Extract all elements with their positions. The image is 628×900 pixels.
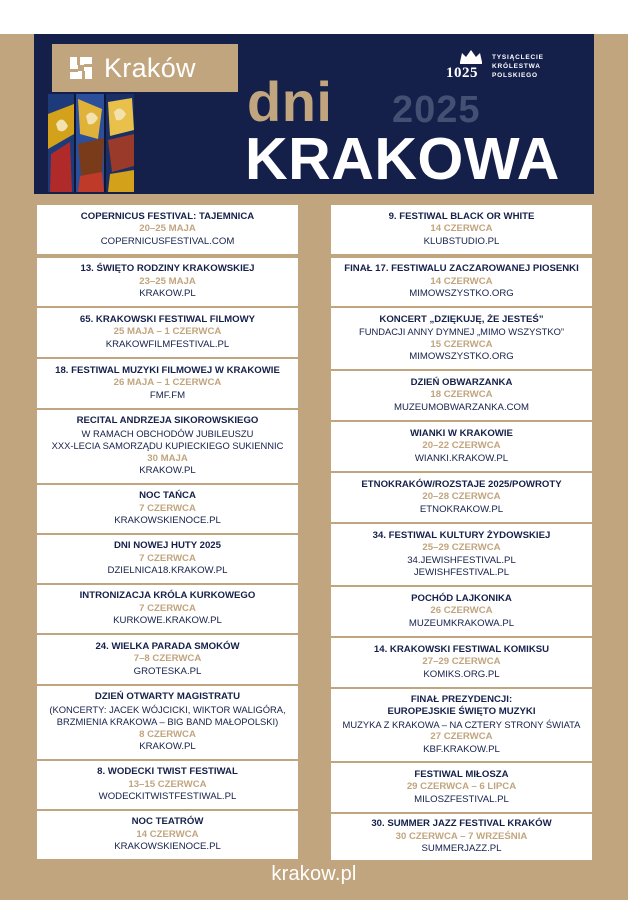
event-date: 26 CZERWCA [430, 605, 493, 617]
event-date: 13–15 CZERWCA [128, 778, 207, 790]
event-url[interactable]: JEWISHFESTIVAL.PL [413, 566, 510, 578]
event-date: 27–29 CZERWCA [422, 656, 501, 668]
event-card [37, 635, 298, 684]
event-date: 30 CZERWCA – 7 WRZEŚNIA [395, 830, 528, 842]
event-card [37, 410, 298, 483]
event-card [331, 689, 592, 761]
jubilee-line: KRÓLESTWA [492, 63, 541, 70]
event-url[interactable]: MIMOWSZYSTKO.ORG [409, 350, 514, 362]
event-date: 26 MAJA – 1 CZERWCA [113, 377, 222, 389]
event-url[interactable]: COPERNICUSFESTIVAL.COM [100, 235, 235, 247]
event-name: KONCERT „DZIĘKUJĘ, ŻE JESTEŚ” [379, 313, 544, 325]
event-description: XXX-LECIA SAMORZĄDU KUPIECKIEGO SUKIENNIC [51, 440, 284, 452]
event-url[interactable]: KURKOWE.KRAKOW.PL [113, 615, 222, 627]
event-name: EUROPEJSKIE ŚWIĘTO MUZYKI [387, 706, 536, 718]
event-name: 65. KRAKOWSKI FESTIWAL FILMOWY [79, 313, 256, 325]
event-name: FINAŁ PREZYDENCJI: [410, 693, 513, 705]
event-url[interactable]: KRAKOWFILMFESTIVAL.PL [105, 338, 230, 350]
event-card [37, 359, 298, 408]
event-card [37, 485, 298, 533]
event-card [37, 761, 298, 809]
event-name: 34. FESTIWAL KULTURY ŻYDOWSKIEJ [372, 529, 551, 541]
event-name: NOC TAŃCA [139, 490, 196, 502]
event-name: ETNOKRAKÓW/ROZSTAJE 2025/POWROTY [361, 478, 562, 490]
event-card [331, 473, 592, 522]
event-name: FESTIWAL MIŁOSZA [414, 768, 509, 780]
event-description: MUZYKA Z KRAKOWA – NA CZTERY STRONY ŚWIATA [342, 718, 581, 730]
event-name: 13. ŚWIĘTO RODZINY KRAKOWSKIEJ [80, 263, 255, 275]
event-card [331, 308, 592, 369]
event-url[interactable]: KOMIKS.ORG.PL [423, 668, 500, 680]
stained-glass-illustration [48, 94, 134, 192]
event-date: 20–22 CZERWCA [422, 440, 501, 452]
event-url[interactable]: 34.JEWISHFESTIVAL.PL [407, 554, 516, 566]
event-date: 14 CZERWCA [430, 223, 493, 235]
event-card [37, 258, 298, 306]
event-card [331, 638, 592, 687]
poster-header [34, 34, 594, 194]
event-card [37, 686, 298, 759]
event-card [331, 205, 592, 254]
event-url[interactable]: KRAKOW.PL [139, 465, 196, 477]
event-url[interactable]: KRAKOWSKIENOCE.PL [114, 841, 221, 853]
event-card [37, 205, 298, 254]
event-card [331, 763, 592, 812]
event-url[interactable]: ETNOKRAKOW.PL [419, 503, 504, 515]
event-date: 14 CZERWCA [136, 828, 199, 840]
title-krakowa: KRAKOWA [245, 126, 560, 192]
event-url[interactable]: KRAKOWSKIENOCE.PL [114, 515, 221, 527]
event-date: 23–25 MAJA [139, 275, 196, 287]
event-name: NOC TEATRÓW [131, 816, 204, 828]
event-url[interactable]: MIMOWSZYSTKO.ORG [409, 288, 514, 300]
event-card [37, 585, 298, 633]
jubilee-line: POLSKIEGO [492, 72, 538, 79]
event-name: 9. FESTIWAL BLACK OR WHITE [388, 210, 535, 222]
event-date: 27 CZERWCA [430, 731, 493, 743]
event-url[interactable]: GROTESKA.PL [133, 665, 202, 677]
event-url[interactable]: WODECKITWISTFESTIWAL.PL [98, 791, 237, 803]
event-name: 8. WODECKI TWIST FESTIWAL [97, 766, 238, 778]
event-date: 8 CZERWCA [139, 728, 196, 740]
title-dni: dni [247, 70, 333, 133]
event-url[interactable]: SUMMERJAZZ.PL [421, 843, 502, 855]
event-date: 25 MAJA – 1 CZERWCA [113, 326, 222, 338]
event-date: 25–29 CZERWCA [422, 542, 501, 554]
event-name: 24. WIELKA PARADA SMOKÓW [95, 640, 240, 652]
footer-url[interactable]: krakow.pl [271, 863, 357, 885]
jubilee-line: TYSIĄCLECIE [492, 54, 544, 61]
event-description: W RAMACH OBCHODÓW JUBILEUSZU [81, 427, 254, 439]
event-name: POCHÓD LAJKONIKA [411, 592, 512, 604]
event-name: DNI NOWEJ HUTY 2025 [114, 540, 221, 552]
event-url[interactable]: KRAKOW.PL [139, 288, 196, 300]
event-name: 18. FESTIWAL MUZYKI FILMOWEJ W KRAKOWIE [55, 364, 280, 376]
event-name: DZIEŃ OBWARZANKA [410, 376, 513, 388]
event-name: COPERNICUS FESTIVAL: TAJEMNICA [80, 210, 255, 222]
event-date: 7 CZERWCA [139, 552, 196, 564]
event-card [331, 258, 592, 306]
event-card [331, 587, 592, 636]
event-description: BRZMIENIA KRAKOWA – BIG BAND MAŁOPOLSKI) [56, 716, 279, 728]
event-card [37, 811, 298, 859]
event-name: 30. SUMMER JAZZ FESTIVAL KRAKÓW [371, 818, 552, 830]
event-date: 20–28 CZERWCA [422, 491, 501, 503]
event-url[interactable]: MUZEUMKRAKOWA.PL [408, 617, 515, 629]
event-date: 14 CZERWCA [430, 275, 493, 287]
event-description: (KONCERTY: JACEK WÓJCICKI, WIKTOR WALIGÓRA, [49, 703, 286, 715]
logo-text: Kraków [104, 52, 196, 83]
event-date: 7 CZERWCA [139, 602, 196, 614]
event-card [37, 308, 298, 357]
event-card [331, 422, 592, 471]
event-name: WIANKI W KRAKOWIE [410, 427, 513, 439]
crown-icon [458, 48, 484, 64]
event-url[interactable]: DZIELNICA18.KRAKOW.PL [107, 565, 228, 577]
event-date: 18 CZERWCA [430, 389, 493, 401]
event-url[interactable]: KBF.KRAKOW.PL [423, 743, 500, 755]
event-description: FUNDACJI ANNY DYMNEJ „MIMO WSZYSTKO” [358, 326, 565, 338]
event-name: DZIEŃ OTWARTY MAGISTRATU [94, 691, 241, 703]
krakow-logo-icon [69, 56, 93, 80]
event-url[interactable]: FMF.FM [149, 389, 186, 401]
title-year: 2025 [392, 89, 481, 131]
event-name: 14. KRAKOWSKI FESTIWAL KOMIKSU [373, 643, 550, 655]
event-date: 7 CZERWCA [139, 502, 196, 514]
top-white-strip [0, 0, 628, 34]
event-url[interactable]: KLUBSTUDIO.PL [423, 235, 500, 247]
event-date: 20–25 MAJA [139, 223, 196, 235]
event-card [331, 371, 592, 420]
krakow-logo [52, 44, 238, 92]
jubilee-text [492, 53, 544, 80]
event-url[interactable]: KRAKOW.PL [139, 741, 196, 753]
event-card [331, 814, 592, 860]
event-name: FINAŁ 17. FESTIWALU ZACZAROWANEJ PIOSENKI [344, 263, 579, 275]
event-name: INTRONIZACJA KRÓLA KURKOWEGO [79, 590, 256, 602]
event-name: RECITAL ANDRZEJA SIKOROWSKIEGO [76, 415, 259, 427]
event-date: 7–8 CZERWCA [133, 653, 202, 665]
event-date: 29 CZERWCA – 6 LIPCA [406, 781, 517, 793]
event-card [37, 535, 298, 583]
event-date: 15 CZERWCA [430, 338, 493, 350]
event-url[interactable]: MUZEUMOBWARZANKA.COM [393, 401, 530, 413]
millennium-emblem [444, 46, 584, 84]
event-url[interactable]: WIANKI.KRAKOW.PL [414, 452, 509, 464]
event-date: 30 MAJA [147, 452, 188, 464]
jubilee-year: 1025 [446, 65, 478, 81]
event-card [331, 524, 592, 585]
event-url[interactable]: MILOSZFESTIVAL.PL [414, 793, 509, 805]
